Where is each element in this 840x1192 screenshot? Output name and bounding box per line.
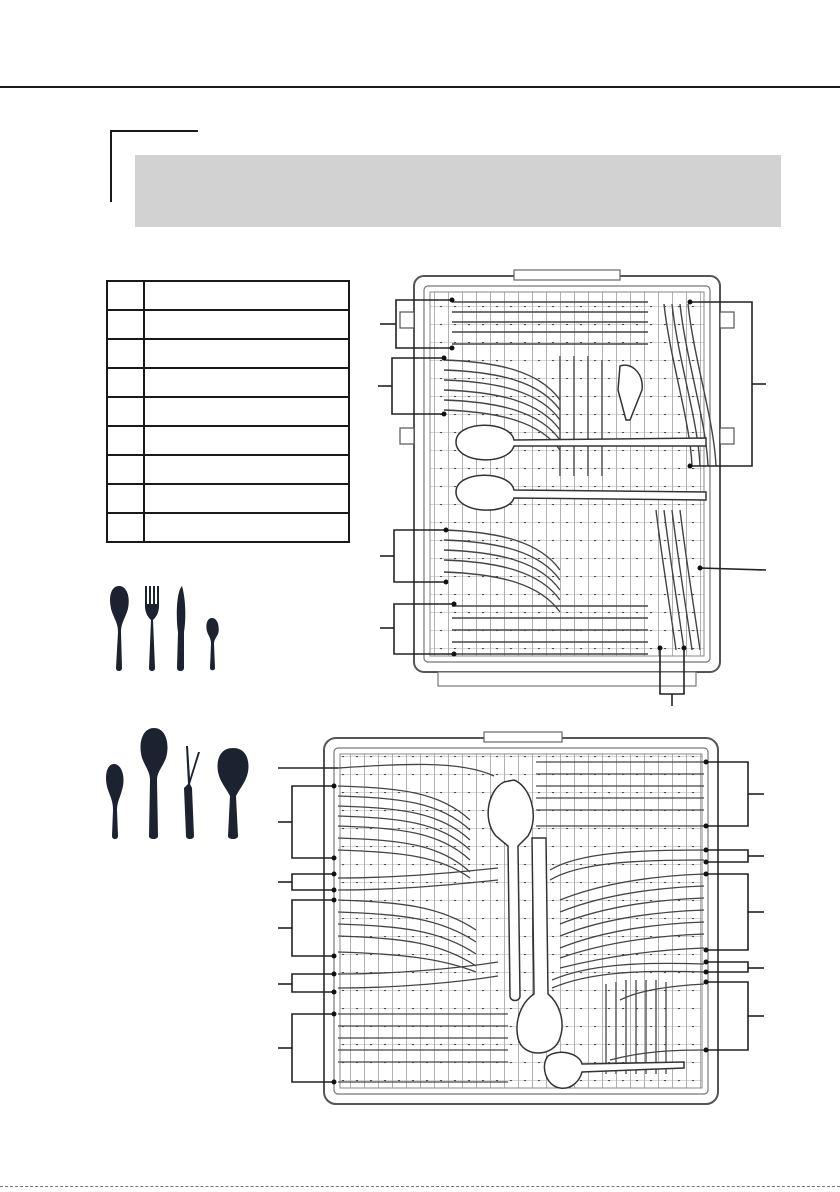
fork-icon [145, 586, 159, 671]
ladle-icon [218, 748, 249, 839]
cutlery-set-icons [110, 586, 219, 671]
serving-spoon-icon [141, 728, 168, 839]
knife-icon [177, 586, 186, 671]
upper-rack [378, 270, 766, 706]
teaspoon-icon [206, 618, 218, 670]
serving-set-icons [106, 728, 248, 839]
rack-clip-icon [720, 312, 734, 328]
tablespoon-icon [110, 586, 129, 671]
dessert-spoon-icon [106, 764, 124, 839]
lower-rack [278, 732, 764, 1104]
rack-clip-icon [720, 428, 734, 444]
page-bottom-rule [0, 1186, 840, 1187]
serving-fork-icon [184, 746, 200, 839]
rack-clip-icon [400, 312, 414, 328]
rack-clip-icon [400, 428, 414, 444]
